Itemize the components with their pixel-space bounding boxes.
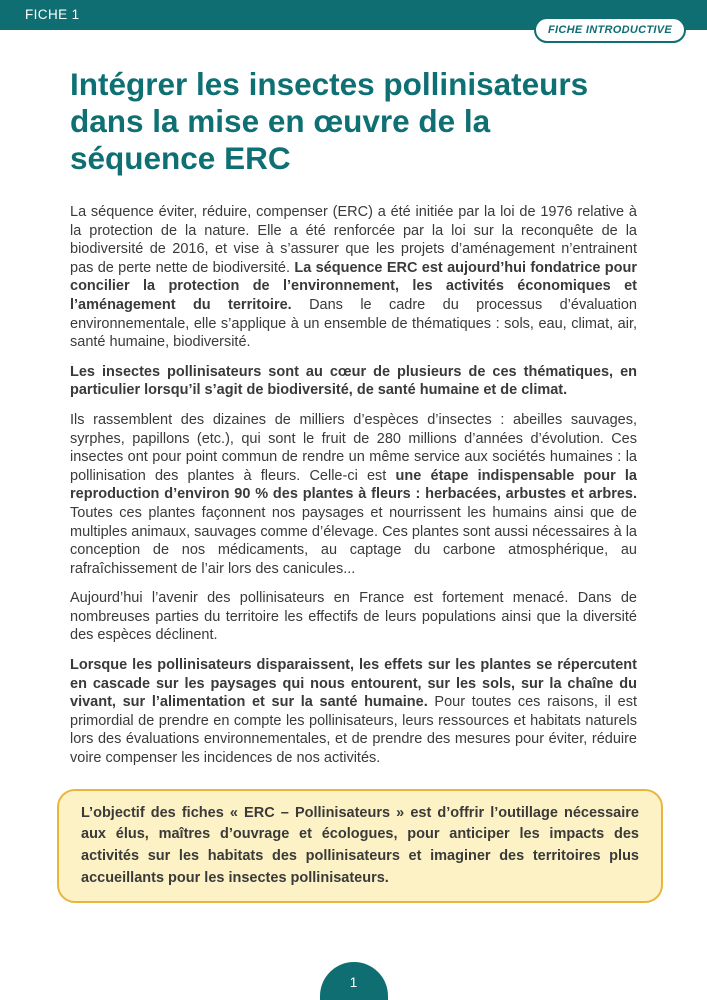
paragraph-segment: Ils rassemblent des dizaines de milliers d’espèces d’insectes : abeilles sauvages, syrphes, papillons (etc.), qui sont le fruit de 280 millions d’années d’évolution. Ces insectes ont pour point commun de rendre un même service aux sociétés humaines : la pollinisation des plantes à fleurs. Celle-ci est [70,411,637,484]
body-paragraphs [70,203,637,768]
document-body [70,30,637,903]
paragraph-bold-segment: La séquence ERC est aujourd’hui fondatrice pour concilier la protection de l’environnement, les activités économiques et l’aménagement du territoire. [70,259,637,313]
paragraph [70,203,637,352]
badge-label: FICHE INTRODUCTIVE [548,24,672,36]
paragraph-bold-segment: une étape indispensable pour la reproduction d’environ 90 % des plantes à fleurs : herbacées, arbustes et arbres. [70,467,637,503]
paragraph [70,411,637,578]
paragraph-bold-segment: Les insectes pollinisateurs sont au cœur de plusieurs de ces thématiques, en particulier lorsqu’il s’agit de biodiversité, de santé humaine et de climat. [70,363,637,399]
paragraph [70,589,637,645]
paragraph [70,363,637,400]
page-number: 1 [349,974,358,990]
fiche-number-label: FICHE 1 [25,7,80,22]
paragraph-segment: Toutes ces plantes façonnent nos paysages et nourrissent les humains ainsi que de multiples animaux, sauvages comme d’élevage. Ces plantes sont aussi nécessaires à la conception de nos médicaments, au captage du carbone atmosphérique, au rafraîchissement de l’air lors des canicules... [70,504,637,577]
callout-box [57,789,663,904]
paragraph-segment: Aujourd’hui l’avenir des pollinisateurs en France est fortement menacé. Dans de nombreuses parties du territoire les effectifs de leurs populations ainsi que la diversité des espèces déclinent. [70,590,637,644]
callout-text: L’objectif des fiches « ERC – Pollinisateurs » est d’offrir l’outillage nécessaire aux élus, maîtres d’ouvrage et écologues, pour anticiper les impacts des activités sur les habitats des pollinisateurs et imaginer des territoires plus accueillants pour les insectes pollinisateurs. [81,804,639,886]
page-title: Intégrer les insectes pollinisateurs dans la mise en œuvre de la séquence ERC [70,66,589,176]
page-number-tab [320,962,388,1000]
paragraph-segment: La séquence éviter, réduire, compenser (ERC) a été initiée par la loi de 1976 relative à la protection de la nature. Elle a été renforcée par la loi sur la reconquête de la biodiversité de 2016, et vise à s’assurer que les projets d’aménagement n’entrainent pas de perte nette de biodiversité. [70,204,637,276]
paragraph-segment: Dans le cadre du processus d’évaluation environnementale, elle s’applique à un ensemble de thématiques : sols, eau, climat, air, santé humaine, biodiversité. [70,296,637,351]
paragraph-segment: Pour toutes ces raisons, il est primordial de prendre en compte les pollinisateurs, leurs ressources et habitats naturels lors des évaluations environnementales, et de prendre des mesures pour éviter, réduire voire compenser les incidences de nos activités. [70,694,637,767]
paragraph [70,656,637,768]
paragraph-bold-segment: Lorsque les pollinisateurs disparaissent, les effets sur les plantes se répercutent en cascade sur les paysages qui nous entourent, sur les sols, sur la chaîne du vivant, sur l’alimentation et sur la santé humaine. [70,657,637,711]
